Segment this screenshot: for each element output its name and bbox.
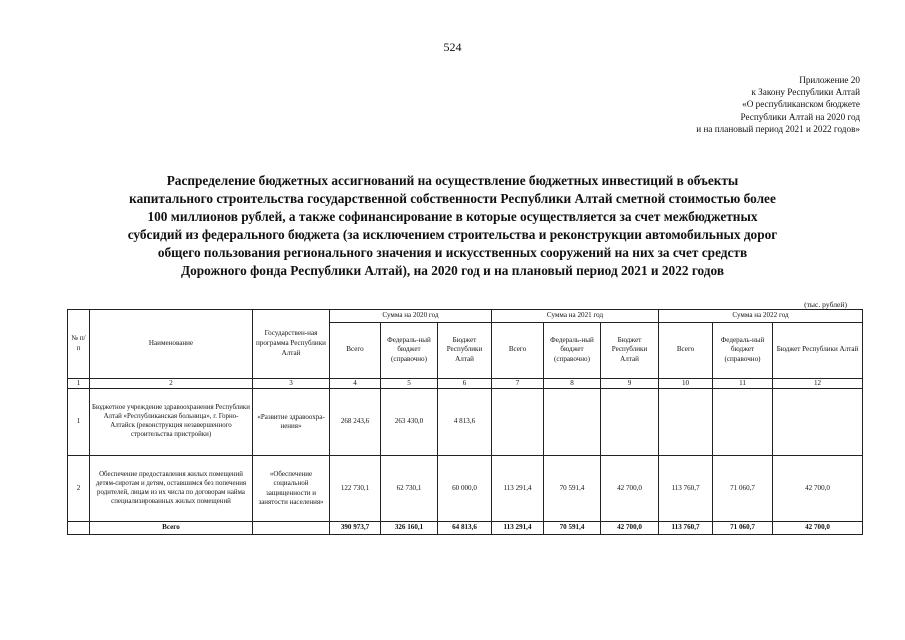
cell-regional-2020: 60 000,0 (438, 456, 492, 522)
column-number: 4 (330, 378, 381, 389)
cell-regional-2022 (773, 389, 863, 456)
header-federal-2021: Федераль-ный бюджет (справочно) (544, 322, 601, 378)
column-number: 1 (68, 378, 90, 389)
header-total-2021: Всего (492, 322, 544, 378)
appendix-line: Приложение 20 (799, 75, 860, 85)
cell-federal-2022: 71 060,7 (713, 456, 773, 522)
total-federal-2022: 71 060,7 (713, 522, 773, 535)
total-2020: 390 973,7 (330, 522, 381, 535)
header-total-2020: Всего (330, 322, 381, 378)
document-title (95, 172, 810, 280)
total-2021: 113 291,4 (492, 522, 544, 535)
investment-table (67, 309, 863, 535)
header-2020: Сумма на 2020 год (330, 310, 492, 323)
column-number: 12 (773, 378, 863, 389)
header-2022: Сумма на 2022 год (659, 310, 863, 323)
header-federal-2020: Федераль-ный бюджет (справочно) (381, 322, 438, 378)
header-regional-2022: Бюджет Республики Алтай (773, 322, 863, 378)
title-line: Дорожного фонда Республики Алтай), на 2020 год и на плановый период 2021 и 2022 годов (180, 263, 725, 278)
cell-total-2020: 268 243,6 (330, 389, 381, 456)
cell-regional-2021: 42 700,0 (601, 456, 659, 522)
total-regional-2020: 64 813,6 (438, 522, 492, 535)
header-name: Наименование (90, 310, 253, 379)
total-label: Всего (90, 522, 253, 535)
column-number: 11 (713, 378, 773, 389)
appendix-line: и на плановый период 2021 и 2022 годов» (696, 123, 860, 134)
column-number: 10 (659, 378, 713, 389)
cell-regional-2020: 4 813,6 (438, 389, 492, 456)
total-program-cell (253, 522, 330, 535)
title-line: общего пользования регионального значения и искусственных сооружений на них за счет средств (157, 245, 748, 260)
total-2022: 113 760,7 (659, 522, 713, 535)
cell-regional-2021 (601, 389, 659, 456)
cell-total-2021: 113 291,4 (492, 456, 544, 522)
title-line: капитального строительства государственной собственности Республики Алтай сметной стоимостью более (129, 191, 776, 206)
total-federal-2020: 326 160,1 (381, 522, 438, 535)
cell-regional-2022: 42 700,0 (773, 456, 863, 522)
cell-total-2020: 122 730,1 (330, 456, 381, 522)
row-program: «Развитие здравоохра-нения» (253, 389, 330, 456)
total-regional-2022: 42 700,0 (773, 522, 863, 535)
title-line: субсидий из федерального бюджета (за исключением строительства и реконструкции автомобильных дорог (127, 227, 778, 242)
cell-federal-2021: 70 591,4 (544, 456, 601, 522)
column-number: 6 (438, 378, 492, 389)
row-name: Обеспечение предоставления жилых помещений детям-сиротам и детям, оставшимся без попечения родителей, лицам из их числа по договорам найма специализированных жилых помещений (90, 456, 253, 522)
row-name: Бюджетное учреждение здравоохранения Республики Алтай «Республиканская больница», г. Горно-Алтайск (реконструкция незавершенного строительства пристройки) (90, 389, 253, 456)
cell-federal-2020: 263 430,0 (381, 389, 438, 456)
header-2021: Сумма на 2021 год (492, 310, 659, 323)
appendix-line: Республики Алтай на 2020 год (740, 111, 860, 122)
header-federal-2022: Федераль-ный бюджет (справочно) (713, 322, 773, 378)
column-number: 2 (90, 378, 253, 389)
row-num: 2 (68, 456, 90, 522)
cell-federal-2022 (713, 389, 773, 456)
cell-total-2021 (492, 389, 544, 456)
cell-total-2022: 113 760,7 (659, 456, 713, 522)
total-regional-2021: 42 700,0 (601, 522, 659, 535)
cell-federal-2021 (544, 389, 601, 456)
column-number: 3 (253, 378, 330, 389)
header-regional-2020: Бюджет Республики Алтай (438, 322, 492, 378)
title-line: Распределение бюджетных ассигнований на осуществление бюджетных инвестиций в объекты (166, 173, 739, 188)
total-federal-2021: 70 591,4 (544, 522, 601, 535)
appendix-line: к Закону Республики Алтай (751, 87, 860, 98)
table-row (68, 456, 863, 522)
column-number: 9 (601, 378, 659, 389)
header-num: № п/ п (68, 310, 90, 379)
total-num-cell (68, 522, 90, 535)
appendix-note (696, 74, 860, 135)
column-number: 8 (544, 378, 601, 389)
title-line: 100 миллионов рублей, а также софинансирование в которые осуществляется за счет межбюджетных (147, 209, 758, 224)
units-label: (тыс. рублей) (804, 300, 847, 309)
column-number: 7 (492, 378, 544, 389)
page-number: 524 (443, 40, 462, 54)
row-program: «Обеспечение социальной защищенности и занятости населения» (253, 456, 330, 522)
column-number: 5 (381, 378, 438, 389)
column-number-row (68, 378, 863, 389)
cell-federal-2020: 62 730,1 (381, 456, 438, 522)
header-program: Государствен-ная программа Республики Алтай (253, 310, 330, 379)
appendix-line: «О республиканском бюджете (742, 99, 860, 110)
header-regional-2021: Бюджет Республики Алтай (601, 322, 659, 378)
table-row (68, 389, 863, 456)
total-row (68, 522, 863, 535)
row-num: 1 (68, 389, 90, 456)
cell-total-2022 (659, 389, 713, 456)
header-total-2022: Всего (659, 322, 713, 378)
